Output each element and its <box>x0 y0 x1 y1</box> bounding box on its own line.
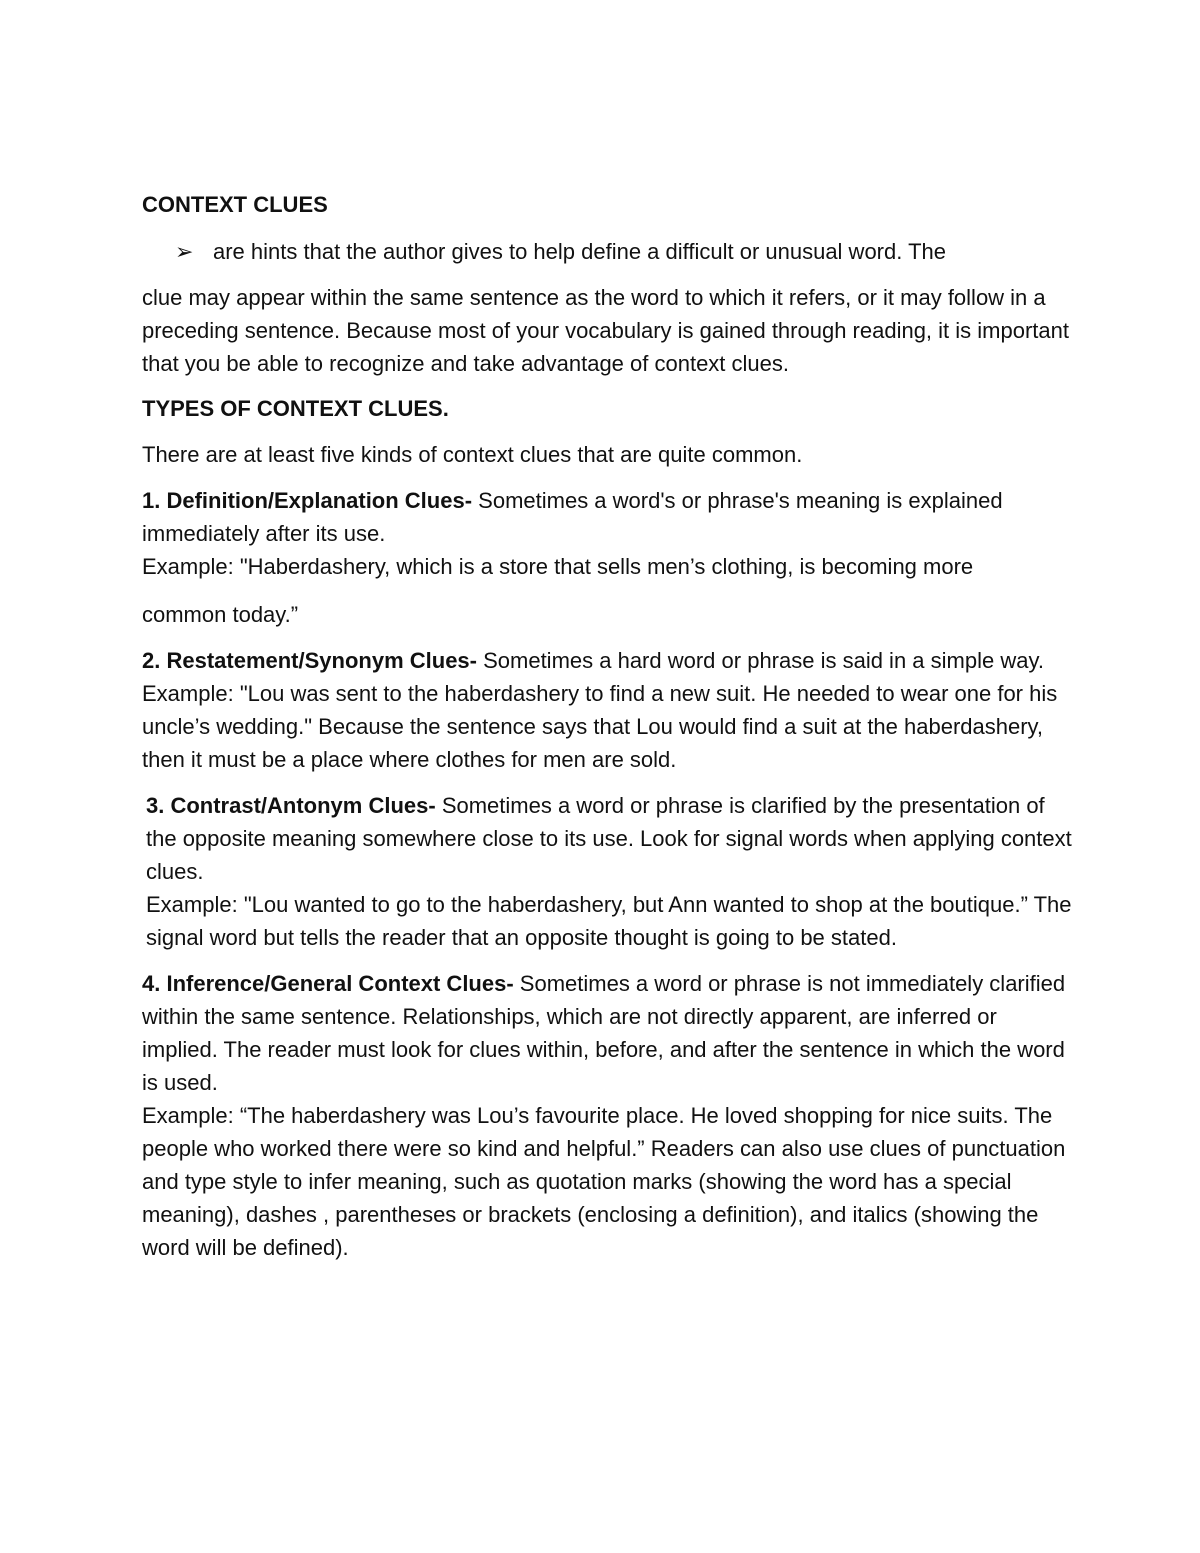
types-intro: There are at least five kinds of context clues that are quite common. <box>142 442 803 467</box>
clue-definition <box>142 484 1072 631</box>
clue-paragraph <box>142 967 1072 1099</box>
bullet-item <box>142 235 1072 268</box>
intro-paragraph: clue may appear within the same sentence as the word to which it refers, or it may follow in a preceding sentence. Because most of your vocabulary is gained through reading, it is important that you be able to recognize and take advantage of context clues. <box>142 285 1069 376</box>
clue-inference <box>142 967 1072 1264</box>
clue-heading: 3. Contrast/Antonym Clues- <box>146 793 436 818</box>
clue-example: Example: “The haberdashery was Lou’s favourite place. He loved shopping for nice suits. The people who worked there were so kind and helpful.” Readers can also use clues of punctuation and type style to infer meaning, such as quotation marks (showing the word has a special meaning), dashes , parentheses or brackets (enclosing a definition), and italics (showing the word will be defined). <box>142 1103 1066 1260</box>
arrow-bullet-icon: ➢ <box>175 239 194 264</box>
document-page <box>142 188 1072 1264</box>
clue-heading: 4. Inference/General Context Clues- <box>142 971 514 996</box>
clue-text: Sometimes a word or phrase is not immediately clarified within the same sentence. Relationships, which are not directly apparent, are inferred or implied. The reader must look for clues within, before, and after the sentence in which the word is used. <box>142 971 1066 1095</box>
clue-contrast <box>142 789 1072 954</box>
section-heading: TYPES OF CONTEXT CLUES. <box>142 396 449 421</box>
clue-restatement <box>142 644 1072 776</box>
clue-heading: 2. Restatement/Synonym Clues- <box>142 648 477 673</box>
clue-paragraph <box>142 484 1072 550</box>
clue-text: Sometimes a word's or phrase's meaning is explained immediately after its use. <box>142 488 1003 546</box>
clue-example: Example: "Lou was sent to the haberdashery to find a new suit. He needed to wear one for his uncle’s wedding." Because the sentence says that Lou would find a suit at the haberdashery, then it must be a place where clothes for men are sold. <box>142 681 1058 772</box>
clue-text: Sometimes a word or phrase is clarified by the presentation of the opposite meaning somewhere close to its use. Look for signal words when applying context clues. <box>146 793 1072 884</box>
clue-text: Sometimes a hard word or phrase is said in a simple way. <box>476 648 1044 673</box>
clue-paragraph <box>146 789 1072 888</box>
clue-heading: 1. Definition/Explanation Clues- <box>142 488 473 513</box>
clue-paragraph <box>142 644 1072 677</box>
page-title: CONTEXT CLUES <box>142 192 328 217</box>
clue-example-cont: common today.” <box>142 602 299 627</box>
clue-example: Example: "Haberdashery, which is a store that sells men’s clothing, is becoming more <box>142 554 974 579</box>
clue-example: Example: "Lou wanted to go to the haberdashery, but Ann wanted to shop at the boutique.” The signal word but tells the reader that an opposite thought is going to be stated. <box>146 892 1072 950</box>
bullet-text: are hints that the author gives to help define a difficult or unusual word. The <box>213 239 946 264</box>
